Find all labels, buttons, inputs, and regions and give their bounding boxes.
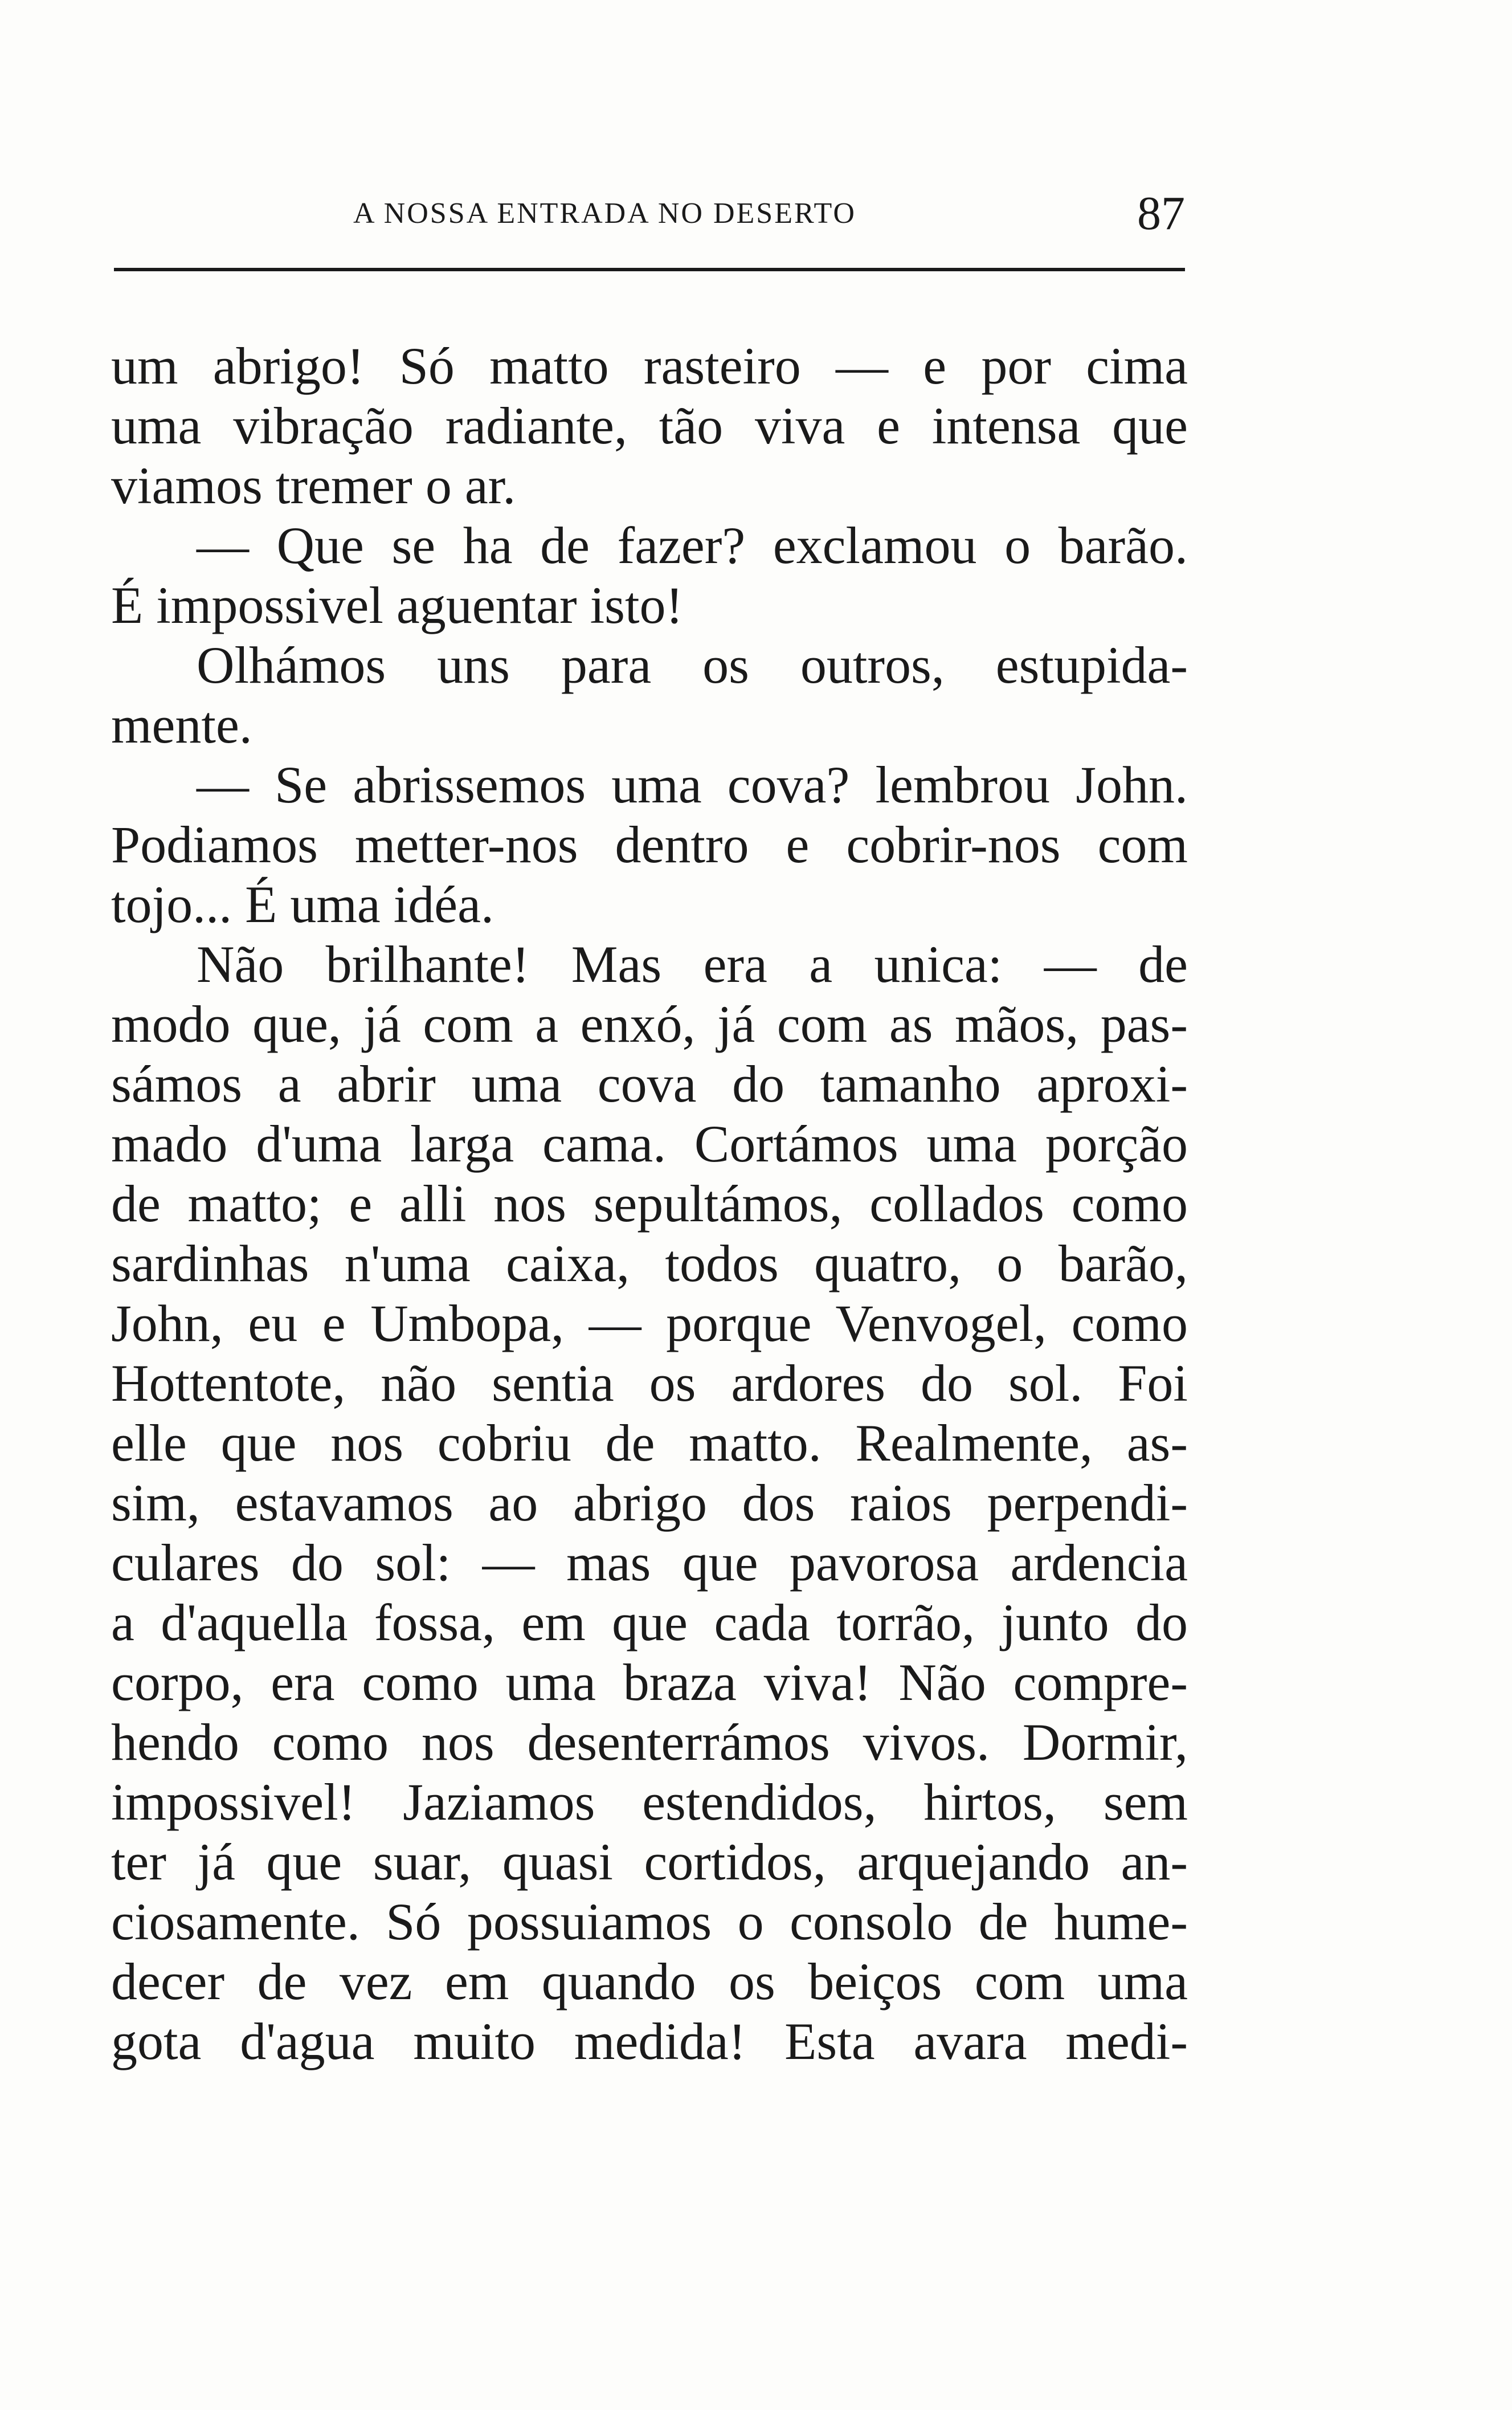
text-line: uma vibração radiante, tão viva e intensa que [111,397,1188,455]
text-line: — Se abrissemos uma cova? lembrou John. [197,756,1188,814]
text-line: ter já que suar, quasi cortidos, arquejando an- [111,1833,1188,1891]
header-rule [114,268,1185,271]
text-line: ciosamente. Só possuiamos o consolo de hume- [111,1893,1188,1951]
running-head [114,188,1185,239]
text-line: mente. [111,696,252,754]
text-line: Olhámos uns para os outros, estupida- [197,636,1188,694]
text-line: sim, estavamos ao abrigo dos raios perpendi- [111,1474,1188,1532]
text-line: culares do sol: — mas que pavorosa ardencia [111,1534,1188,1592]
text-line: John, eu e Umbopa, — porque Venvogel, como [111,1294,1188,1352]
text-line: corpo, era como uma braza viva! Não compre- [111,1653,1188,1711]
text-line: modo que, já com a enxó, já com as mãos, pas- [111,995,1188,1053]
text-line: Hottentote, não sentia os ardores do sol. Foi [111,1354,1188,1412]
text-line: impossivel! Jaziamos estendidos, hirtos, sem [111,1773,1188,1831]
text-line: hendo como nos desenterrámos vivos. Dormir, [111,1713,1188,1771]
text-line: viamos tremer o ar. [111,456,516,515]
text-line: sardinhas n'uma caixa, todos quatro, o barão, [111,1234,1188,1292]
text-line: gota d'agua muito medida! Esta avara medi- [111,2012,1188,2070]
text-line: decer de vez em quando os beiços com uma [111,1952,1188,2011]
text-line: É impossivel aguentar isto! [111,576,684,634]
text-line: tojo... É uma idéa. [111,875,494,933]
text-line: um abrigo! Só matto rasteiro — e por cima [111,337,1188,395]
text-line: sámos a abrir uma cova do tamanho aproxi- [111,1055,1188,1113]
body-text [111,336,1188,2071]
chapter-title: A NOSSA ENTRADA NO DESERTO [353,197,856,230]
text-line: a d'aquella fossa, em que cada torrão, junto do [111,1593,1188,1651]
text-line: — Que se ha de fazer? exclamou o barão. [197,516,1188,574]
text-line: Não brilhante! Mas era a unica: — de [197,935,1188,993]
text-line: mado d'uma larga cama. Cortámos uma porção [111,1115,1188,1173]
page-number: 87 [1137,187,1185,240]
text-line: elle que nos cobriu de matto. Realmente, as- [111,1414,1188,1472]
text-line: de matto; e alli nos sepultámos, collados como [111,1175,1188,1233]
text-line: Podiamos metter-nos dentro e cobrir-nos com [111,815,1188,874]
